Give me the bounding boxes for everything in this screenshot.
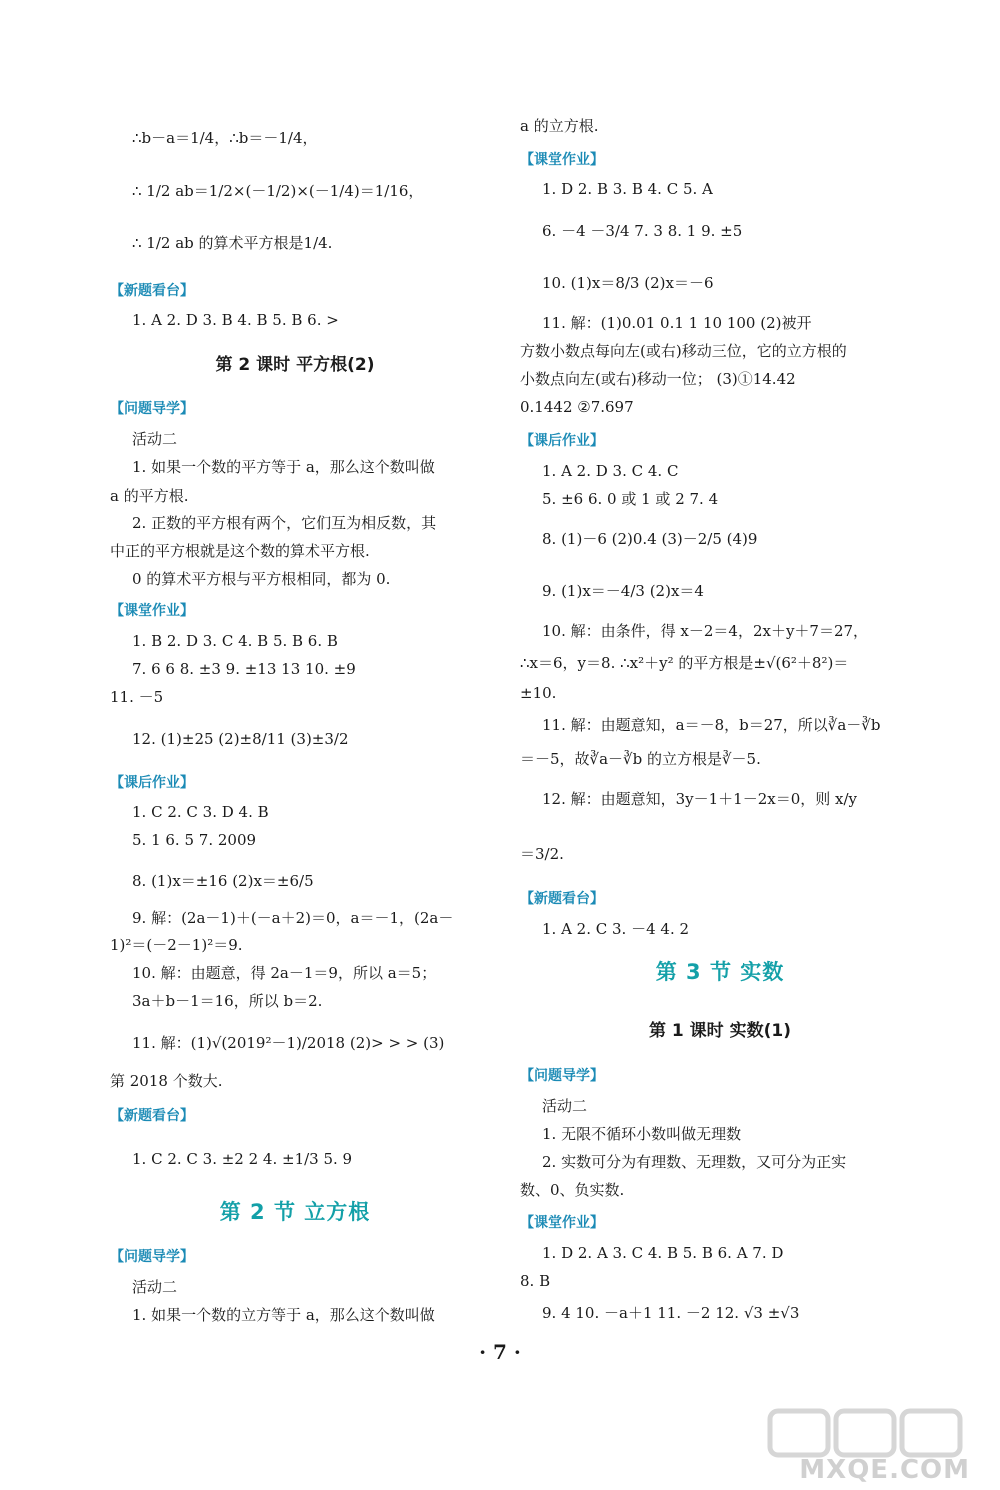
answer-line: 11. －5 [110,688,164,706]
answer-line: 8. (1)x＝±16 (2)x＝±6/5 [132,872,314,890]
answer-line: ＝3/2. [520,845,564,863]
answer-line: a 的立方根. [520,117,599,135]
answer-line: 9. (1)x＝－4/3 (2)x＝4 [542,582,704,600]
answer-line: 数、0、负实数. [520,1181,625,1199]
answer-line: 8. B [520,1272,551,1290]
answer-line: 5. ±6 6. 0 或 1 或 2 7. 4 [542,490,719,508]
section-tag: 【问题导学】 [520,1068,604,1084]
answer-line: ∴x＝6，y＝8. ∴x²＋y² 的平方根是±√(6²＋8²)＝ [520,654,849,672]
section-title: 第 2 节 立方根 [219,1200,371,1224]
answer-line: 1. 无限不循环小数叫做无理数 [542,1125,742,1143]
section-tag: 【新题看台】 [520,891,604,907]
answer-line: 1. A 2. C 3. －4 4. 2 [542,920,690,938]
answer-line: 8. (1)－6 (2)0.4 (3)－2/5 (4)9 [542,530,758,548]
answer-line: 10. (1)x＝8/3 (2)x＝－6 [542,274,714,292]
answer-line: 小数点向左(或右)移动一位； (3)①14.42 [520,370,796,388]
answer-line: 11. 解：由题意知，a＝－8，b＝27，所以∛a－∛b [542,716,881,734]
answer-line: 6. －4 －3/4 7. 3 8. 1 9. ±5 [542,222,743,240]
answer-line: 11. 解：(1)√(2019²－1)/2018 (2)> > > (3) [132,1034,445,1052]
answer-line: ∴ 1/2 ab＝1/2×(－1/2)×(－1/4)＝1/16， [132,182,424,200]
section-tag: 【课后作业】 [520,433,604,449]
section-tag: 【课堂作业】 [520,1215,604,1231]
answer-line: 1. 如果一个数的立方等于 a，那么这个数叫做 [132,1306,435,1324]
answer-line: 10. 解：由条件，得 x－2＝4，2x＋y＋7＝27， [542,622,869,640]
answer-line: ±10. [520,684,557,702]
answer-line: 11. 解：(1)0.01 0.1 1 10 100 (2)被开 [542,314,812,332]
answer-line: 5. 1 6. 5 7. 2009 [132,831,257,849]
answer-line: 1. D 2. B 3. B 4. C 5. A [542,180,713,198]
answer-line: 9. 4 10. －a＋1 11. －2 12. √3 ±√3 [542,1304,800,1322]
lesson-title: 第 2 课时 平方根(2) [215,355,375,375]
answer-line: 10. 解：由题意，得 2a－1＝9，所以 a＝5； [132,964,437,982]
answer-line: 0 的算术平方根与平方根相同，都为 0. [132,570,391,588]
answer-line: ＝－5，故∛a－∛b 的立方根是∛－5. [520,750,761,768]
answer-line: 1. B 2. D 3. C 4. B 5. B 6. B [132,632,338,650]
answer-line: 活动二 [542,1097,588,1115]
section-tag: 【课后作业】 [110,775,194,791]
answer-line: 1. A 2. D 3. B 4. B 5. B 6. > [132,311,339,329]
answer-line: 中正的平方根就是这个数的算术平方根. [110,542,370,560]
answer-line: 活动二 [132,1278,178,1296]
answer-line: 活动二 [132,430,178,448]
answer-line: 0.1442 ②7.697 [520,398,634,416]
answer-line: 7. 6 6 8. ±3 9. ±13 13 10. ±9 [132,660,356,678]
answer-line: 方数小数点每向左(或右)移动三位，它的立方根的 [520,342,847,360]
answer-line: 1. D 2. A 3. C 4. B 5. B 6. A 7. D [542,1244,784,1262]
answer-line: 12. (1)±25 (2)±8/11 (3)±3/2 [132,730,349,748]
section-tag: 【课堂作业】 [520,152,604,168]
answer-line: 3a＋b－1＝16，所以 b＝2. [132,992,323,1010]
answer-line: 1. A 2. D 3. C 4. C [542,462,679,480]
answer-line: 2. 正数的平方根有两个，它们互为相反数，其 [132,514,437,532]
answer-line: a 的平方根. [110,487,189,505]
answer-line: 12. 解：由题意知，3y－1＋1－2x＝0，则 x/y [542,790,858,808]
answer-line: 1. C 2. C 3. ±2 2 4. ±1/3 5. 9 [132,1150,353,1168]
answer-line: ∴ 1/2 ab 的算术平方根是1/4. [132,234,333,252]
answer-line: 1. 如果一个数的平方等于 a，那么这个数叫做 [132,458,435,476]
section-tag: 【问题导学】 [110,1249,194,1265]
section-tag: 【新题看台】 [110,283,194,299]
answer-line: 9. 解：(2a－1)＋(－a＋2)＝0，a＝－1，(2a－ [132,909,454,927]
answer-line: 1)²＝(－2－1)²＝9. [110,936,243,954]
answer-line: 2. 实数可分为有理数、无理数，又可分为正实 [542,1153,847,1171]
watermark-text: MXQE.COM [799,1455,970,1485]
section-title: 第 3 节 实数 [655,960,785,984]
section-tag: 【问题导学】 [110,401,194,417]
page-number: · 7 · [479,1340,521,1364]
answer-line: 1. C 2. C 3. D 4. B [132,803,269,821]
lesson-title: 第 1 课时 实数(1) [649,1021,791,1041]
answer-line: 第 2018 个数大. [110,1072,223,1090]
section-tag: 【课堂作业】 [110,603,194,619]
section-tag: 【新题看台】 [110,1108,194,1124]
answer-line: ∴b－a＝1/4，∴b＝－1/4， [132,129,318,147]
